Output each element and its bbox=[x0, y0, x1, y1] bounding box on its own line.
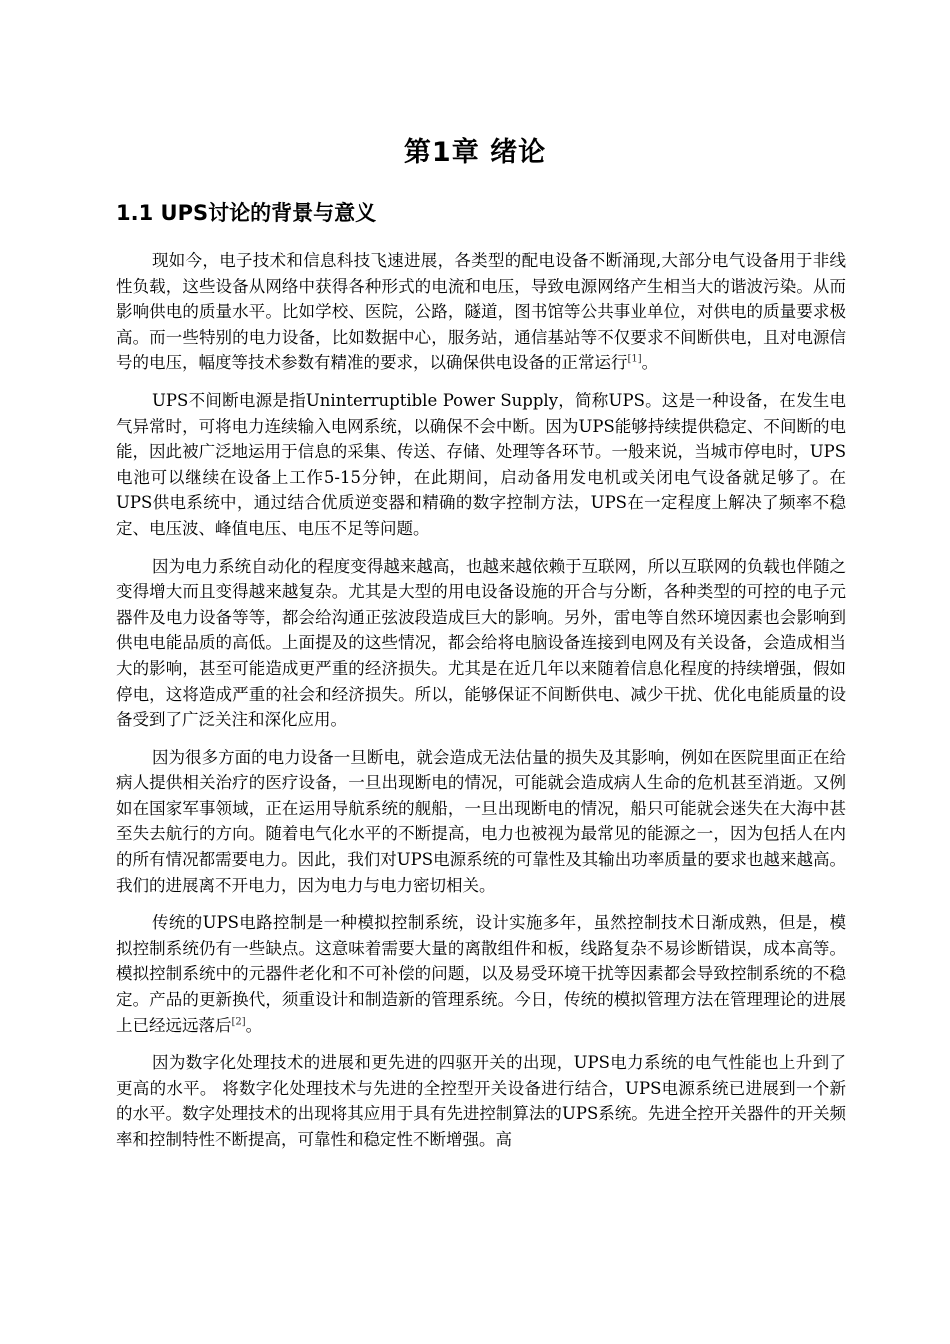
paragraph-4 bbox=[116, 745, 846, 899]
section-title: 1.1 UPS讨论的背景与意义 bbox=[116, 201, 377, 225]
paragraph-text: UPS不间断电源是指Uninterruptible Power Supply，简称UPS。这是一种设备，在发生电气异常时，可将电力连续输入电网系统，以确保不会中断。因为UPS能够持续提供稳定、不间断的电能，因此被广泛地运用于信息的采集、传送、存储、处理等各环节。一般来说，当城市停电时，UPS电池可以继续在设备上工作5-15分钟，在此期间，启动备用发电机或关闭电气设备就足够了。在UPS供电系统中，通过结合优质逆变器和精确的数字控制方法，UPS在一定程度上解决了频率不稳定、电压波、峰值电压、电压不足等问题。 bbox=[116, 390, 846, 538]
paragraph-text: 传统的UPS电路控制是一种模拟控制系统，设计实施多年，虽然控制技术日渐成熟，但是，模拟控制系统仍有一些缺点。这意味着需要大量的离散组件和板，线路复杂不易诊断错误，成本高等。模拟控制系统中的元器件老化和不可补偿的问题，以及易受环境干扰等因素都会导致控制系统的不稳定。产品的更新换代，须重设计和制造新的管理系统。今日，传统的模拟管理方法在管理理论的进展上已经远远落后 bbox=[116, 913, 846, 1035]
paragraph-end: 。 bbox=[641, 353, 659, 373]
paragraph-5 bbox=[116, 910, 846, 1038]
paragraph-text: 因为数字化处理技术的进展和更先进的四驱开关的出现，UPS电力系统的电气性能也上升到了更高的水平。 将数字化处理技术与先进的全控型开关设备进行结合，UPS电源系统已进展到一个新的水平。数字处理技术的出现将其应用于具有先进控制算法的UPS系统。先进全控开关器件的开关频率和控制特性不断提高，可靠性和稳定性不断增强。高 bbox=[116, 1053, 846, 1149]
paragraph-2 bbox=[116, 388, 846, 542]
body-text bbox=[116, 248, 846, 1165]
paragraph-1 bbox=[116, 248, 846, 376]
paragraph-text: 因为很多方面的电力设备一旦断电，就会造成无法估量的损失及其影响，例如在医院里面正在给病人提供相关治疗的医疗设备，一旦出现断电的情况，可能就会造成病人生命的危机甚至消逝。又例如在国家军事领域，正在运用导航系统的舰船，一旦出现断电的情况，船只可能就会迷失在大海中甚至失去航行的方向。随着电气化水平的不断提高，电力也被视为最常见的能源之一，因为包括人在内的所有情况都需要电力。因此，我们对UPS电源系统的可靠性及其输出功率质量的要求也越来越高。我们的进展离不开电力，因为电力与电力密切相关。 bbox=[116, 747, 846, 895]
paragraph-end: 。 bbox=[245, 1015, 263, 1035]
paragraph-6 bbox=[116, 1050, 846, 1152]
citation-ref: [2] bbox=[231, 1016, 246, 1028]
paragraph-3 bbox=[116, 554, 846, 733]
paragraph-text: 现如今，电子技术和信息科技飞速进展，各类型的配电设备不断涌现,大部分电气设备用于非线性负载，这些设备从网络中获得各种形式的电流和电压，导致电源网络产生相当大的谐波污染。从而影响供电的质量水平。比如学校、医院，公路，隧道，图书馆等公共事业单位，对供电的质量要求极高。而一些特别的电力设备，比如数据中心，服务站，通信基站等不仅要求不间断供电，且对电源信号的电压，幅度等技术参数有精准的要求，以确保供电设备的正常运行 bbox=[116, 251, 846, 373]
chapter-title: 第1章 绪论 bbox=[403, 137, 547, 168]
paragraph-text: 因为电力系统自动化的程度变得越来越高，也越来越依赖于互联网，所以互联网的负载也伴随之变得增大而且变得越来越复杂。尤其是大型的用电设备设施的开合与分断，各种类型的可控的电子元器件及电力设备等等，都会给沟通正弦波段造成巨大的影响。另外，雷电等自然环境因素也会影响到供电电能品质的高低。上面提及的这些情况，都会给将电脑设备连接到电网及有关设备，会造成相当大的影响，甚至可能造成更严重的经济损失。尤其是在近几年以来随着信息化程度的持续增强，假如停电，这将造成严重的社会和经济损失。所以，能够保证不间断供电、减少干扰、优化电能质量的设备受到了广泛关注和深化应用。 bbox=[116, 556, 846, 730]
citation-ref: [1] bbox=[627, 353, 642, 365]
